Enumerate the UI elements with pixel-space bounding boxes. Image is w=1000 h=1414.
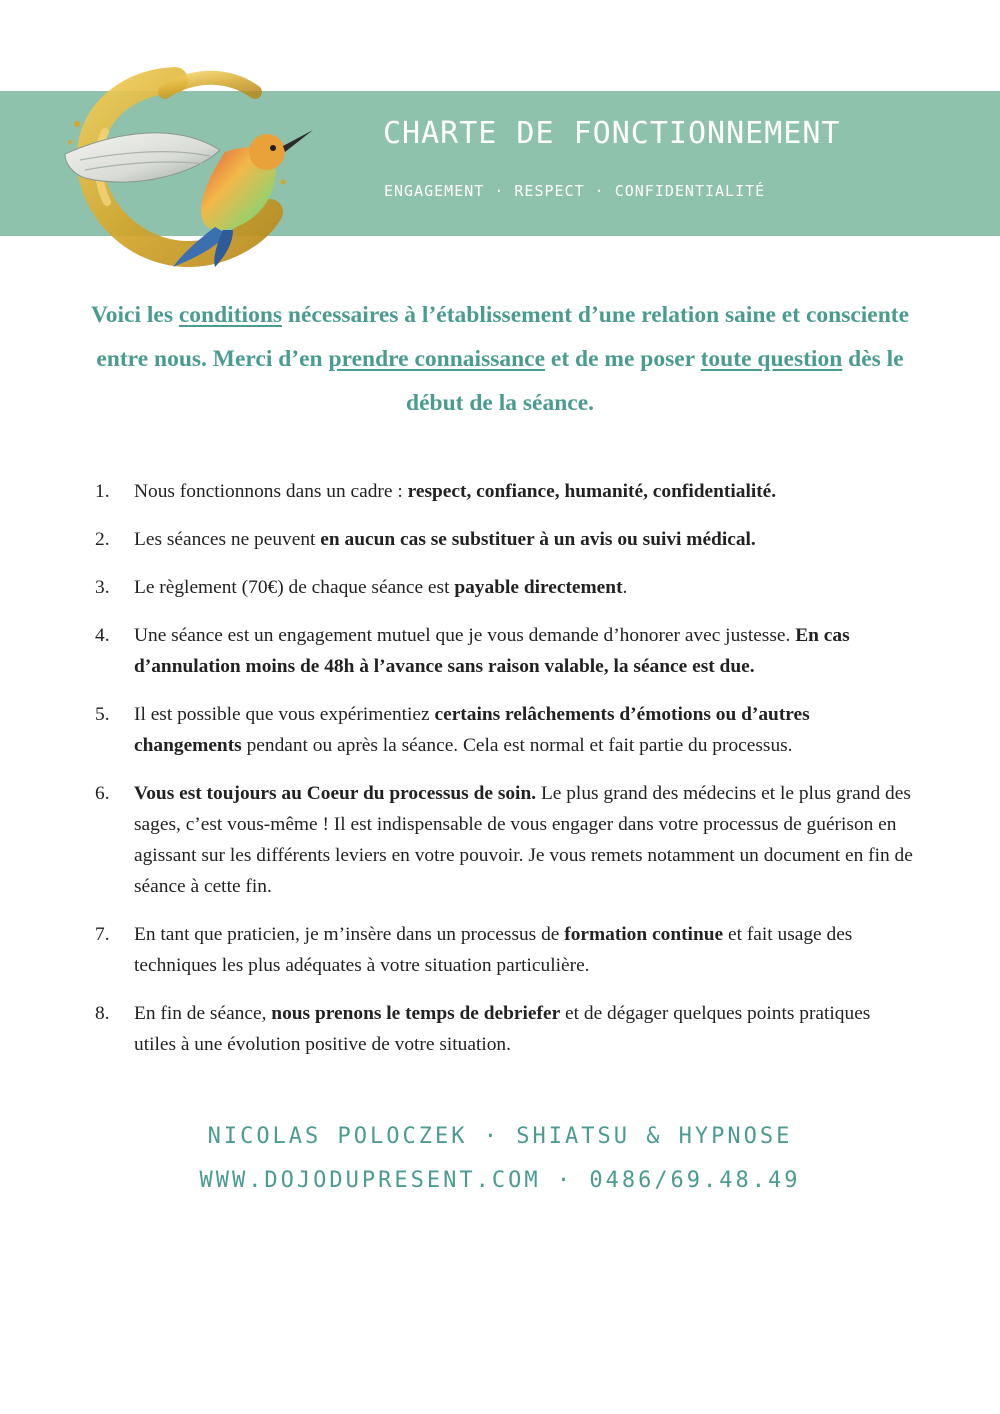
- rule-item: [95, 778, 915, 902]
- rule-number: 4.: [95, 625, 110, 646]
- rule-text: Les séances ne peuvent en aucun cas se substituer à un avis ou suivi médical.: [134, 529, 756, 550]
- rule-number: 2.: [95, 529, 110, 550]
- rule-item: [95, 919, 915, 981]
- rule-text: Le règlement (70€) de chaque séance est payable directement.: [134, 577, 628, 598]
- rules-list: [95, 476, 915, 1077]
- rule-text: Il est possible que vous expérimentiez certains relâchements d’émotions ou d’autres changements pendant ou après la séance. Cela est normal et fait partie du processus.: [134, 704, 810, 756]
- rule-text: Nous fonctionnons dans un cadre : respect, confiance, humanité, confidentialité.: [134, 481, 777, 502]
- rule-item: [95, 572, 915, 603]
- rule-item: [95, 476, 915, 507]
- footer-name-line: NICOLAS POLOCZEK · SHIATSU & HYPNOSE: [207, 1124, 793, 1149]
- rule-number: 3.: [95, 577, 110, 598]
- rule-number: 5.: [95, 704, 110, 725]
- intro-underline-conditions: conditions: [178, 302, 283, 328]
- rule-item: [95, 524, 915, 555]
- rule-number: 6.: [95, 783, 110, 804]
- hummingbird-icon: [55, 62, 315, 267]
- rule-text: Vous est toujours au Coeur du processus de soin. Le plus grand des médecins et le plus grand des sages, c’est vous-même ! Il est indispensable de vous engager dans votre processus de guérison en agissant sur les différents leviers en votre pouvoir. Je vous remets notamment un document en fin de séance à cette fin.: [134, 783, 913, 897]
- intro-underline-toute-question: toute question: [700, 346, 843, 372]
- rule-item: [95, 620, 915, 682]
- rule-text: En fin de séance, nous prenons le temps de debriefer et de dégager quelques points pratiques utiles à une évolution positive de votre situation.: [134, 1003, 871, 1055]
- rule-number: 1.: [95, 481, 110, 502]
- rule-number: 8.: [95, 1003, 110, 1024]
- intro-paragraph: Voici les conditions nécessaires à l’établissement d’une relation saine et consciente entre nous. Merci d’en prendre connaissance et de me poser toute question dès le début de la séance.: [90, 302, 910, 416]
- rule-item: [95, 998, 915, 1060]
- page-title: CHARTE DE FONCTIONNEMENT: [383, 116, 841, 151]
- footer-contact-line: WWW.DOJODUPRESENT.COM · 0486/69.48.49: [199, 1168, 801, 1193]
- rule-number: 7.: [95, 924, 110, 945]
- rule-item: [95, 699, 915, 761]
- rule-text: En tant que praticien, je m’insère dans un processus de formation continue et fait usage des techniques les plus adéquates à votre situation particulière.: [134, 924, 853, 976]
- rule-text: Une séance est un engagement mutuel que je vous demande d’honorer avec justesse. En cas d’annulation moins de 48h à l’avance sans raison valable, la séance est due.: [134, 625, 850, 677]
- page-subtitle: ENGAGEMENT · RESPECT · CONFIDENTIALITÉ: [384, 182, 766, 200]
- intro-underline-prendre-connaissance: prendre connaissance: [328, 346, 546, 372]
